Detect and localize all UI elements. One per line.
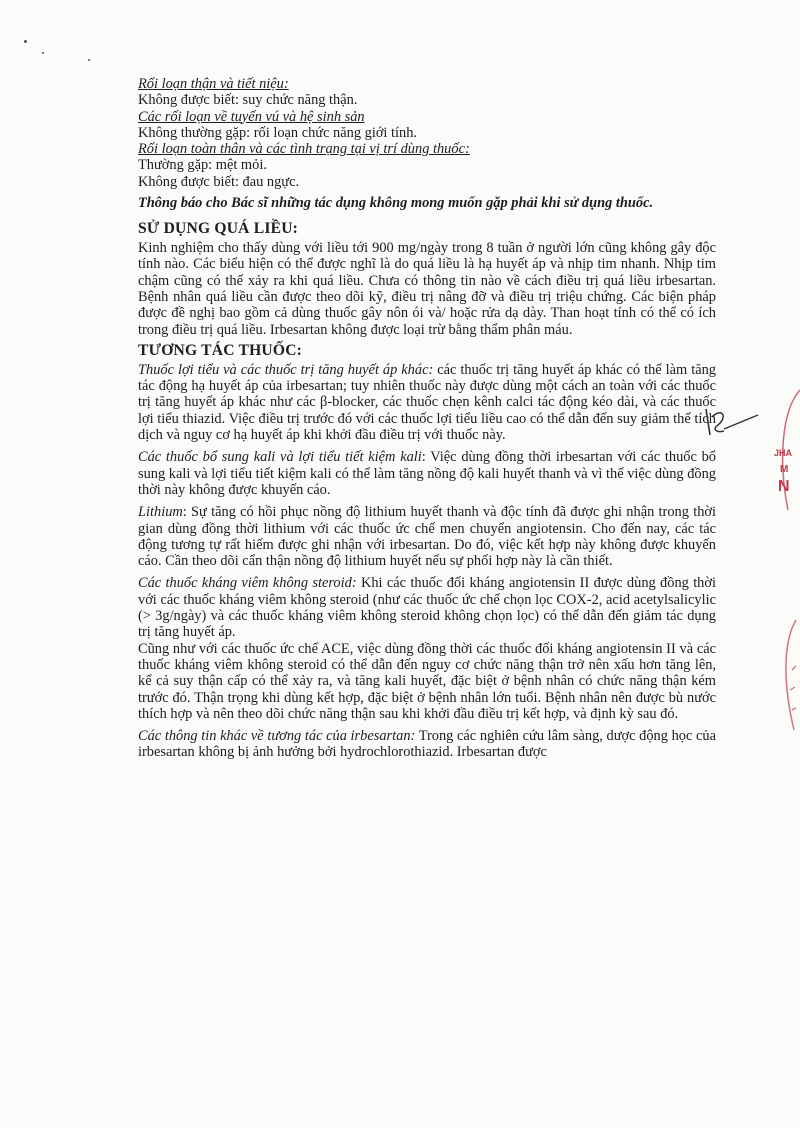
interaction-lithium-text: : Sự tăng có hồi phục nồng độ lithium huyết thanh và độc tính đã được ghi nhận trong thời gian dùng đồng thời lithium với các thuốc ức chế men chuyển angiotensin. Cho đến nay, các tác động tương tự rất hiếm được ghi nhận với irbesartan. Do đó, việc kết hợp này không được khuyến cáo. Cần theo dõi cẩn thận nồng độ lithium huyết nếu sự phối hợp này là cần thiết.	[138, 504, 716, 570]
scan-speck	[24, 40, 27, 43]
scan-speck	[88, 59, 90, 61]
document-page	[138, 76, 716, 761]
interactions-title: TƯƠNG TÁC THUỐC:	[138, 341, 303, 359]
section-heading-general: Rối loạn toàn thân và các tình trạng tại vị trí dùng thuốc:	[138, 141, 470, 158]
interaction-lithium-lead: Lithium	[138, 504, 183, 521]
interaction-potassium-text: : Việc dùng đồng thời irbesartan với các thuốc bổ sung kali và lợi tiểu tiết kiệm kali có thể làm tăng nồng độ kali huyết thanh và vì thế việc dùng đồng thời này không được khuyến cáo.	[138, 449, 716, 498]
interaction-potassium	[138, 449, 716, 498]
stamp-fragment-2: M	[780, 464, 789, 475]
stamp-fragment-3: N	[778, 478, 790, 495]
interaction-diuretics	[138, 362, 716, 443]
interaction-nsaids-text: Khi các thuốc đối kháng angiotensin II được dùng đồng thời với các thuốc kháng viêm không steroid (như các thuốc ức chế chọn lọc COX-2, acid acetylsalicylic (> 3g/ngày) và các thuốc kháng viêm không steroid không chọn lọc) có thể dẫn đến giảm tác dụng trị tăng huyết áp.	[138, 575, 716, 641]
stamp-fragment-1: JHA	[774, 448, 793, 458]
interaction-ace: Cũng như với các thuốc ức chế ACE, việc dùng đồng thời các thuốc đối kháng angiotensin II và các thuốc kháng viêm không steroid có thể dẫn đến nguy cơ chức năng thận trở nên xấu hơn tăng lên, kể cả suy thận cấp có thể xảy ra, và tăng kali huyết, đặc biệt ở bệnh nhân có chức năng thận kém trước đó. Thận trọng khi dùng kết hợp, đặc biệt ở bệnh nhân lớn tuổi. Bệnh nhân nên được bù nước thích hợp và nên theo dõi chức năng thận sau khi khởi đầu điều trị kết hợp, và định kỳ sau đó.	[138, 640, 716, 722]
interaction-lithium	[138, 504, 716, 569]
interaction-nsaids	[138, 575, 716, 640]
interaction-other-text: Trong các nghiên cứu lâm sàng, dược động học của irbesartan không bị ảnh hưởng bởi hydrochlorothiazid. Irbesartan được	[138, 728, 716, 761]
handwritten-signature	[700, 395, 762, 455]
interaction-potassium-lead: Các thuốc bổ sung kali và lợi tiểu tiết kiệm kali	[138, 449, 422, 466]
section-heading-renal: Rối loạn thận và tiết niệu:	[138, 76, 289, 92]
reproductive-line: Không thường gặp: rối loạn chức năng giới tính.	[138, 124, 418, 141]
interaction-other	[138, 728, 716, 761]
interaction-diuretics-lead: Thuốc lợi tiểu và các thuốc trị tăng huyết áp khác:	[138, 361, 434, 378]
scan-speck	[42, 52, 44, 54]
interaction-nsaids-lead: Các thuốc kháng viêm không steroid:	[138, 575, 357, 592]
partial-stamp	[772, 370, 800, 750]
stamp-ring	[772, 370, 800, 750]
section-heading-reproductive: Các rối loạn về tuyến vú và hệ sinh sản	[138, 108, 365, 125]
overdose-text: Kinh nghiệm cho thấy dùng với liều tới 900 mg/ngày trong 8 tuần ở người lớn cũng không gây độc tính nào. Các biểu hiện có thể được nghĩ là do quá liều là hạ huyết áp và nhịp tim nhanh. Nhịp tim chậm cũng có thể xảy ra khi quá liều. Chưa có thông tin nào về cách điều trị quá liều irbesartan. Bệnh nhân quá liều cần được theo dõi kỹ, điều trị nâng đỡ và điều trị triệu chứng. Các biện pháp được đề nghị bao gồm cả dùng thuốc gây nôn ói và/ hoặc rửa dạ dày. Than hoạt tính có thể có ích trong điều trị quá liều. Irbesartan không được loại trừ bằng thẩm phân máu.	[138, 240, 716, 338]
overdose-title: SỬ DỤNG QUÁ LIỀU:	[138, 220, 299, 238]
adverse-effects-notice: Thông báo cho Bác sĩ những tác dụng không mong muốn gặp phải khi sử dụng thuốc.	[138, 195, 654, 212]
interaction-other-lead: Các thông tin khác về tương tác của irbesartan:	[138, 728, 416, 745]
general-line-1: Thường gặp: mệt mỏi.	[138, 157, 267, 174]
renal-line: Không được biết: suy chức năng thận.	[138, 92, 358, 109]
general-line-2: Không được biết: đau ngực.	[138, 173, 300, 190]
interaction-diuretics-text: các thuốc trị tăng huyết áp khác có thể làm tăng tác động hạ huyết áp của irbesartan; tuy nhiên thuốc này được dùng một cách an toàn với các thuốc trị tăng huyết áp khác như các β-blocker, các thuốc chẹn kênh calci tác động kéo dài, và các thuốc lợi tiểu thiazid. Việc điều trị trước đó với các thuốc lợi tiểu liều cao có thể dẫn đến suy giảm thể tích dịch và nguy cơ hạ huyết áp khi khởi đầu điều trị với thuốc này.	[138, 361, 716, 444]
